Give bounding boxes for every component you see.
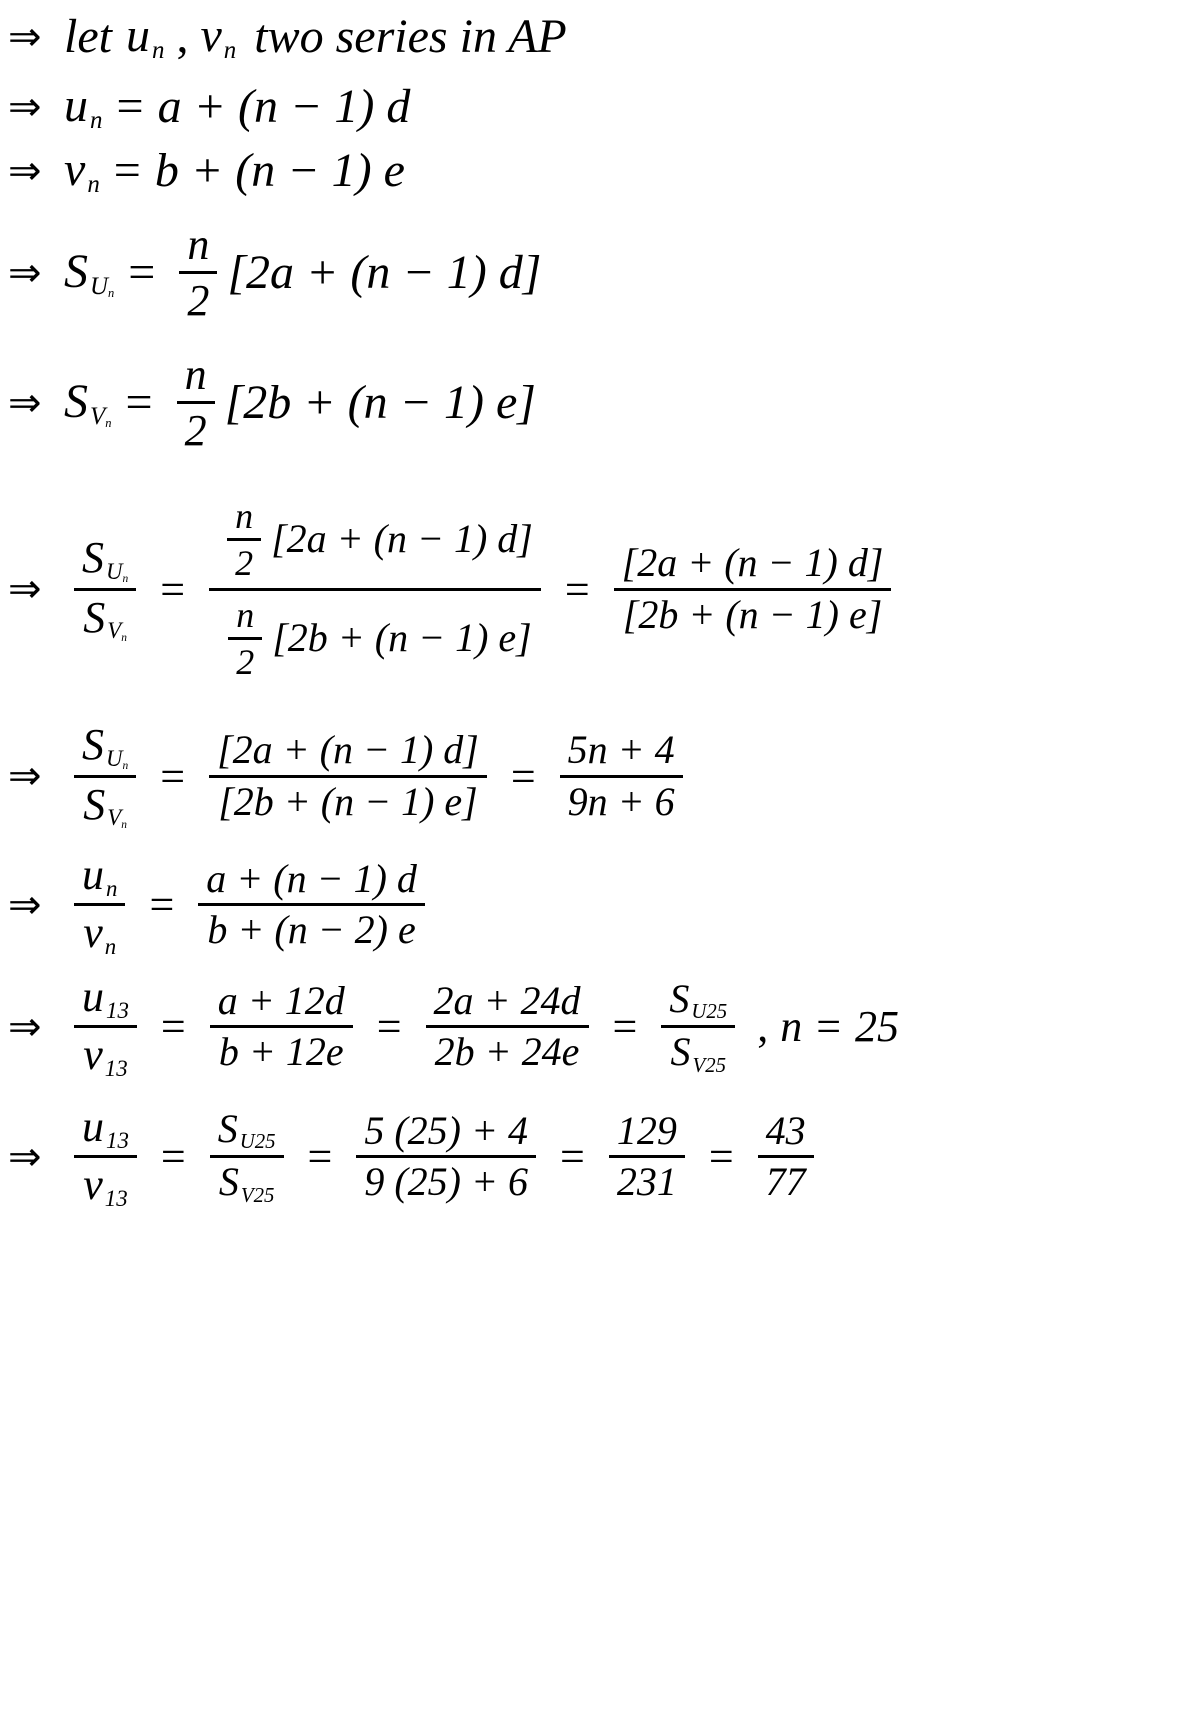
equals-sign: = [125,376,153,430]
derivation-line-7 [0,718,693,834]
line10-lhs-fraction [74,1100,137,1214]
line8-lhs-denominator: $v_n$ [83,908,117,960]
line5-frac-numerator: n [177,348,215,404]
line5-lhs-sub: Vn [90,403,112,431]
line7-rhs-numerator: 5n + 4 [560,726,683,778]
derivation-line-1 [0,8,567,65]
line10-fraction-3 [609,1107,685,1208]
line9-note-var: n [780,1002,803,1052]
line6-rhs-numerator: [2a + (n − 1) d] [614,539,892,591]
derivation-line-6 [0,492,901,686]
equals-sign: = [116,80,144,134]
line10-lhs-denominator: $v_{13}$ [83,1160,128,1212]
equals-sign: = [160,1002,186,1052]
line4-lhs-sub2: n [108,286,115,301]
equals-sign: = [113,144,141,198]
line7-rhs-denominator: 9n + 6 [567,778,675,824]
line6-middle-fraction [209,492,541,686]
line6-mid-num-inner-fraction [227,494,261,586]
implies-arrow: ⇒ [8,881,42,927]
line1-u-sub: n [151,37,165,65]
implies-arrow: ⇒ [8,753,42,799]
equals-sign: = [708,1132,734,1182]
line9-lhs-numerator: $u_{13}$ [74,970,137,1028]
line6-mid-den-inner-num: n [228,593,262,640]
derivation-line-10 [0,1100,824,1214]
line10-f3-numerator: 129 [609,1107,685,1159]
equals-sign: = [128,246,156,300]
implies-arrow: ⇒ [8,83,42,129]
line4-frac-numerator: n [179,218,217,274]
line5-frac-denominator: 2 [184,406,207,456]
line5-bracket: [2b + (n − 1) e] [224,376,536,430]
equals-sign: = [149,880,175,930]
line7-lhs-numerator: $S_{Un}$ [74,718,136,778]
line10-fraction-2 [356,1107,536,1208]
line6-mid-num-inner-den: 2 [235,543,254,584]
derivation-line-2 [0,78,410,135]
line6-mid-num-bracket: [2a + (n − 1) d] [271,516,533,562]
line7-lhs-denominator: $S_{Vn}$ [83,779,127,832]
line9-f1-numerator: a + 12d [210,977,353,1029]
line5-lhs: $S_{Vn}$ [64,374,112,431]
line7-rhs-fraction [560,726,683,827]
line7-lhs-fraction [74,718,136,834]
line9-f2-denominator: 2b + 24e [434,1029,580,1075]
line5-fraction [177,348,215,458]
line10-f2-numerator: 5 (25) + 4 [356,1107,536,1159]
line6-mid-num-inner-num: n [227,494,261,541]
line9-note-value: 25 [855,1002,900,1052]
line9-f2-numerator: 2a + 24d [426,977,589,1029]
implies-arrow: ⇒ [8,1003,42,1049]
line2-rhs: a + (n − 1) d [157,80,411,134]
line8-rhs-denominator: b + (n − 2) e [207,907,416,953]
line2-lhs-sub: n [90,107,103,135]
line4-lhs-sub: Un [90,273,115,301]
equals-sign: = [160,564,186,614]
line9-f3-numerator: $S_{U25}$ [661,975,735,1029]
implies-arrow: ⇒ [8,249,42,295]
implies-arrow: ⇒ [8,379,42,425]
implies-arrow: ⇒ [8,147,42,193]
line10-f2-denominator: 9 (25) + 6 [364,1159,528,1205]
line5-lhs-sub2: n [105,416,112,431]
equals-sign: = [560,1132,585,1182]
line1-v: $v_n$ [200,9,237,65]
line6-mid-den-bracket: [2b + (n − 1) e] [272,615,532,661]
line8-lhs-fraction [74,848,125,962]
equals-sign: = [307,1132,333,1182]
line4-fraction [179,218,217,328]
line4-lhs: $S_{Un}$ [64,244,115,301]
line8-rhs-numerator: a + (n − 1) d [198,855,425,907]
line3-lhs: $v_n$ [64,143,100,199]
equals-sign: = [612,1002,638,1052]
derivation-line-3 [0,142,405,199]
line9-f3-denominator: $S_{V25}$ [670,1029,727,1077]
line8-rhs-fraction [198,855,425,956]
line3-lhs-sub: n [87,171,100,199]
derivation-line-8 [0,848,435,962]
line9-fraction-1 [210,977,353,1078]
line10-lhs-numerator: $u_{13}$ [74,1100,137,1158]
line6-mid-den-inner-fraction [228,593,262,685]
equals-sign: = [160,1132,186,1182]
line10-f1-numerator: $S_{U25}$ [210,1105,284,1159]
line1-tail: two series in AP [254,10,567,64]
line9-fraction-3 [661,975,735,1079]
line6-mid-den-inner-den: 2 [236,641,255,682]
derivation-line-4 [0,218,541,328]
line6-lhs-numerator: $S_{Un}$ [74,531,136,591]
line7-middle-fraction [209,726,487,827]
line3-rhs: b + (n − 1) e [154,144,405,198]
line9-lhs-denominator: $v_{13}$ [83,1030,128,1082]
implies-arrow: ⇒ [8,1133,42,1179]
line10-f3-denominator: 231 [616,1159,677,1205]
equals-sign: = [564,564,590,614]
line1-let: let [64,10,112,64]
line6-mid-denominator [210,591,540,687]
line1-v-sub: n [223,37,237,65]
line4-bracket: [2a + (n − 1) d] [227,246,542,300]
line1-comma: , [176,10,189,64]
equals-sign: = [510,751,536,801]
line10-fraction-1 [210,1105,284,1209]
line8-lhs-numerator: $u_n$ [74,848,125,906]
line2-lhs: $u_n$ [64,79,103,135]
line10-f4-numerator: 43 [758,1107,814,1159]
line7-mid-denominator: [2b + (n − 1) e] [218,778,478,824]
line10-f1-denominator: $S_{V25}$ [218,1159,275,1207]
line4-frac-denominator: 2 [187,276,210,326]
implies-arrow: ⇒ [8,13,42,59]
line9-note-comma: , [757,1002,769,1052]
derivation-line-5 [0,348,536,458]
line10-f4-denominator: 77 [765,1159,806,1205]
line7-mid-numerator: [2a + (n − 1) d] [209,726,487,778]
equals-sign: = [816,1002,842,1052]
line6-lhs-fraction [74,531,136,647]
equals-sign: = [160,751,186,801]
line9-f1-denominator: b + 12e [218,1029,344,1075]
line6-rhs-denominator: [2b + (n − 1) e] [622,591,883,637]
line9-lhs-fraction [74,970,137,1084]
line9-fraction-2 [426,977,589,1078]
line6-mid-numerator [209,492,541,591]
derivation-line-9 [0,970,899,1084]
equals-sign: = [376,1002,402,1052]
line6-rhs-fraction [614,539,892,640]
line6-lhs-denominator: $S_{Vn}$ [83,592,127,645]
line10-fraction-4 [758,1107,814,1208]
line1-u: $u_n$ [125,9,165,65]
implies-arrow: ⇒ [8,566,42,612]
